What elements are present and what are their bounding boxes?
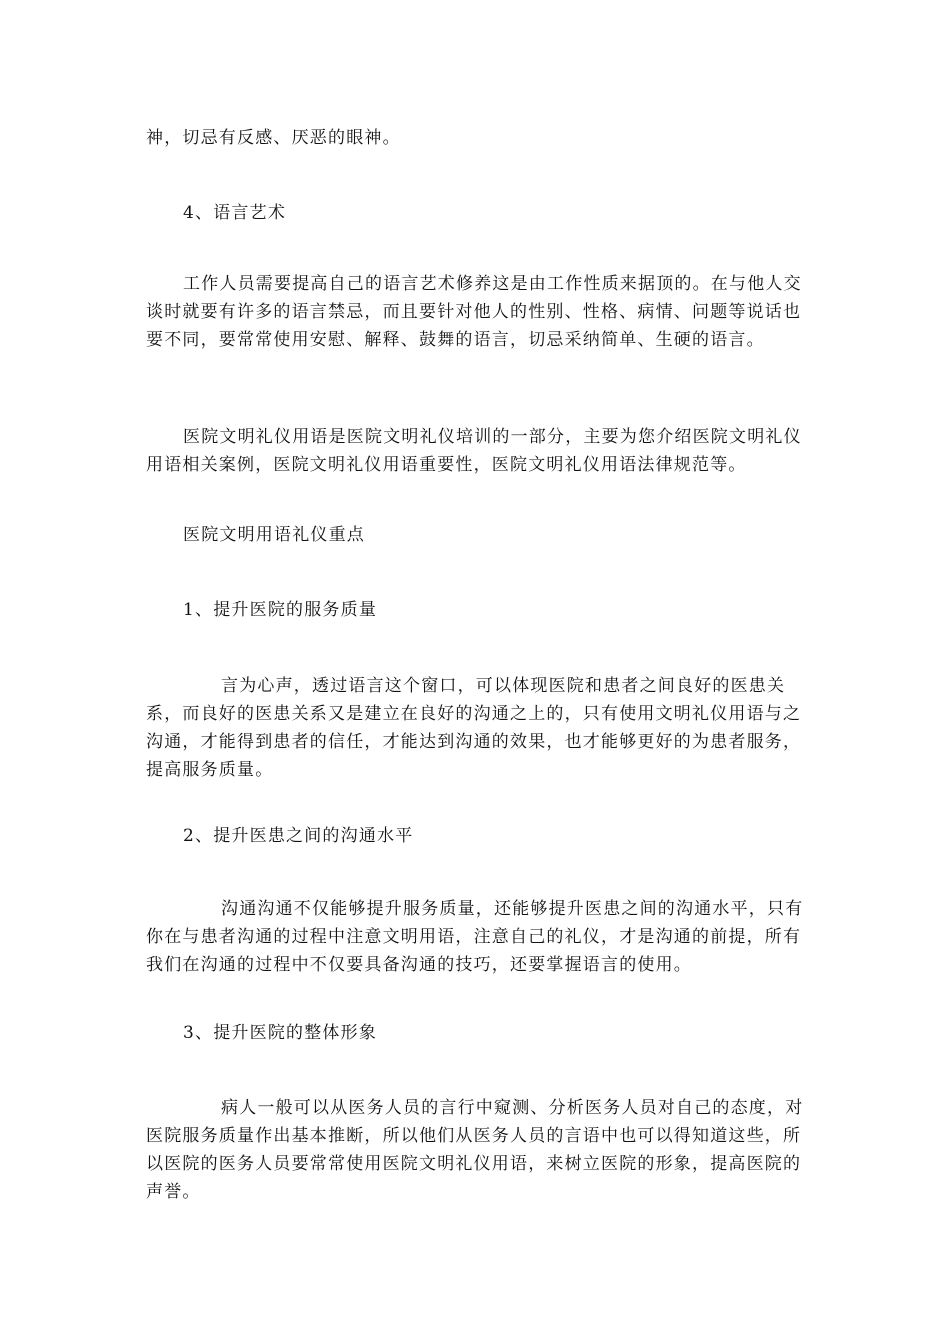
heading-communication: 2、提升医患之间的沟通水平 xyxy=(183,826,414,846)
paragraph-service-quality: 言为心声，透过语言这个窗口，可以体现医院和患者之间良好的医患关系，而良好的医患关系又是建立在良好的沟通之上的，只有使用文明礼仪用语与之沟通，才能得到患者的信任，才能达到沟通的效果，也才能够更好的为患者服务，提高服务质量。 xyxy=(146,676,802,780)
paragraph-hospital-image: 病人一般可以从医务人员的言行中窥测、分析医务人员对自己的态度，对医院服务质量作出基本推断，所以他们从医务人员的言语中也可以得知道这些，所以医院的医务人员要常常使用医院文明礼仪用语，来树立医院的形象，提高医院的声誉。 xyxy=(146,1098,804,1202)
heading-service-quality: 1、提升医院的服务质量 xyxy=(183,600,378,620)
heading-key-points: 医院文明用语礼仪重点 xyxy=(183,525,365,545)
heading-hospital-image: 3、提升医院的整体形象 xyxy=(183,1023,378,1043)
paragraph-intro: 医院文明礼仪用语是医院文明礼仪培训的一部分，主要为您介绍医院文明礼仪用语相关案例，医院文明礼仪用语重要性，医院文明礼仪用语法律规范等。 xyxy=(146,427,802,475)
paragraph-continuation: 神，切忌有反感、厌恶的眼神。 xyxy=(146,128,401,148)
paragraph-language-art: 工作人员需要提高自己的语言艺术修养这是由工作性质来据顶的。在与他人交谈时就要有许多的语言禁忌，而且要针对他人的性别、性格、病情、问题等说话也要不同，要常常使用安慰、解释、鼓舞的语言，切忌采纳简单、生硬的语言。 xyxy=(146,274,802,350)
heading-language-art: 4、语言艺术 xyxy=(183,203,287,223)
paragraph-communication: 沟通沟通不仅能够提升服务质量，还能够提升医患之间的沟通水平，只有你在与患者沟通的过程中注意文明用语，注意自己的礼仪，才是沟通的前提，所有我们在沟通的过程中不仅要具备沟通的技巧，还要掌握语言的使用。 xyxy=(146,899,804,975)
